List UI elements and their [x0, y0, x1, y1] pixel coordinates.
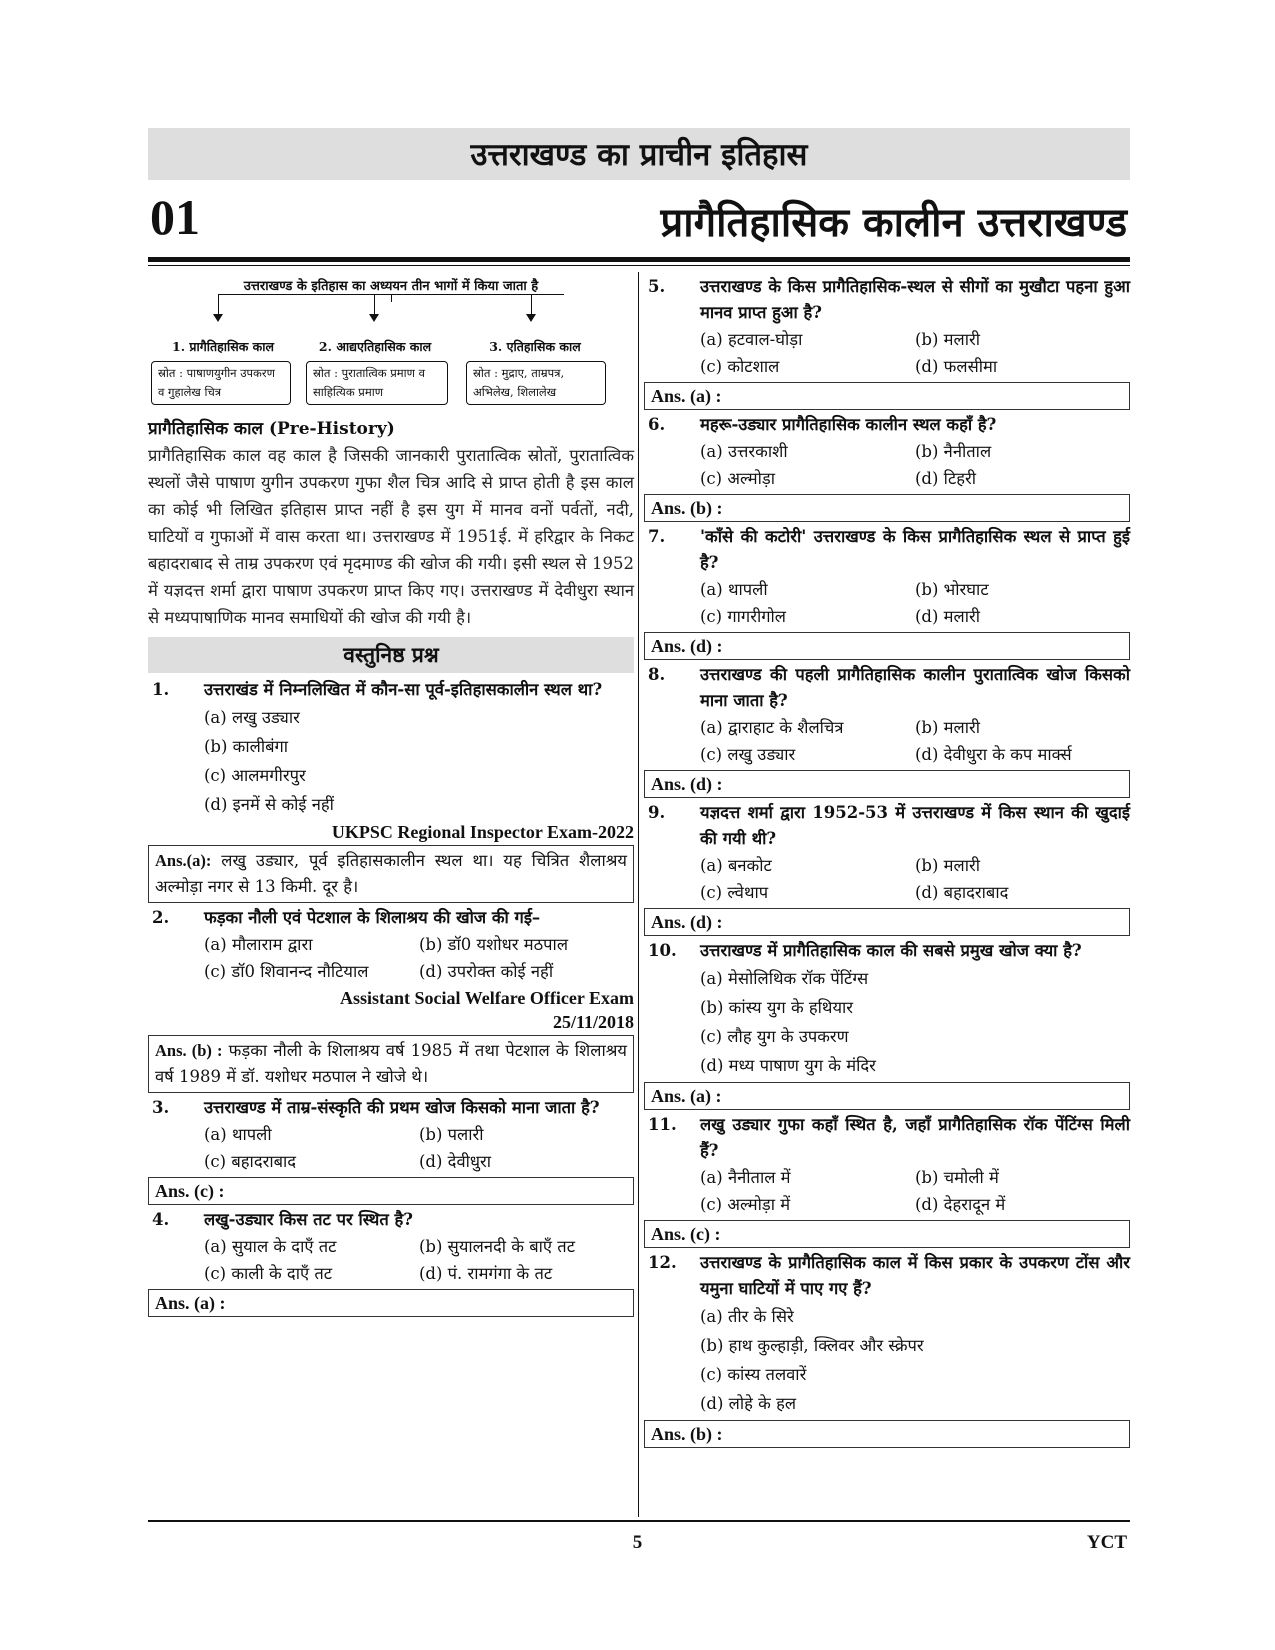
option: (b) पलारी [419, 1124, 484, 1144]
option: (c) कांस्य तलवारें [700, 1364, 807, 1384]
options [148, 931, 634, 985]
question-text: उत्तराखण्ड में प्रागैतिहासिक काल की सबसे प्रमुख खोज क्या है? [700, 941, 1082, 960]
option: (a) नैनीताल में [700, 1167, 791, 1187]
question [644, 1250, 1130, 1302]
question [644, 800, 1130, 852]
option: (b) मलारी [915, 717, 981, 737]
options [148, 1233, 634, 1287]
question [644, 662, 1130, 714]
question-text: उत्तराखण्ड के प्रागैतिहासिक काल में किस प्रकार के उपकरण टोंस और यमुना घाटियों में पाए गए हैं? [700, 1253, 1130, 1298]
history-diagram [148, 272, 634, 412]
question-text: उत्तराखंड में निम्नलिखित में कौन-सा पूर्व-इतिहासकालीन स्थल था? [204, 680, 603, 699]
question-number: 11. [648, 1115, 677, 1134]
question [148, 1207, 634, 1233]
question-number: 4. [152, 1210, 170, 1229]
option: (c) लौह युग के उपकरण [700, 1026, 849, 1046]
answer-box [148, 1035, 634, 1093]
exam-reference: Assistant Social Welfare Officer Exam [340, 988, 634, 1008]
answer-box: Ans. (a) : [644, 1082, 1130, 1110]
answer-box: Ans. (d) : [644, 770, 1130, 798]
option: (a) मेसोलिथिक रॉक पेंटिंग्स [700, 968, 869, 988]
answer-label: Ans. (b) : [155, 1041, 223, 1060]
options [644, 438, 1130, 492]
question-text: 'काँसे की कटोरी' उत्तराखण्ड के किस प्रागैतिहासिक स्थल से प्राप्त हुई है? [700, 527, 1130, 572]
option: (a) तीर के सिरे [700, 1306, 794, 1326]
question [644, 1112, 1130, 1164]
period-label: 1. प्रागैतिहासिक काल [172, 339, 274, 354]
option: (b) नैनीताल [915, 441, 992, 461]
question-text: उत्तराखण्ड में ताम्र-संस्कृति की प्रथम खोज किसको माना जाता है? [204, 1098, 600, 1117]
option: (d) देहरादून में [915, 1194, 1006, 1214]
exam-date: 25/11/2018 [552, 1012, 634, 1032]
option: (a) द्वाराहाट के शैलचित्र [700, 717, 844, 737]
option: (a) उत्तरकाशी [700, 441, 788, 461]
question-number: 6. [648, 415, 666, 434]
option: (d) बहादराबाद [915, 882, 1009, 902]
question [644, 412, 1130, 438]
option: (a) थापली [700, 579, 768, 599]
option: (b) मलारी [915, 855, 981, 875]
question-text: यज्ञदत्त शर्मा द्वारा 1952-53 में उत्तराखण्ड में किस स्थान की खुदाई की गयी थी? [700, 803, 1130, 848]
option: (d) पं. रामगंगा के तट [419, 1263, 553, 1283]
options [644, 326, 1130, 380]
answer-box: Ans. (c) : [644, 1220, 1130, 1248]
question [148, 677, 634, 703]
options [148, 1121, 634, 1175]
question [644, 524, 1130, 576]
answer-box [148, 845, 634, 903]
chapter-title: प्रागैतिहासिक कालीन उत्तराखण्ड [660, 199, 1127, 246]
option: (a) मौलाराम द्वारा [204, 934, 313, 954]
question-text: उत्तराखण्ड की पहली प्रागैतिहासिक कालीन पुरातात्विक खोज किसको माना जाता है? [700, 665, 1130, 710]
period-label: 2. आद्यएतिहासिक काल [318, 339, 432, 354]
options [644, 714, 1130, 768]
option: (c) अल्मोड़ा में [700, 1194, 791, 1214]
option: (d) देवीधुरा [419, 1151, 492, 1171]
answer-box: Ans. (b) : [644, 494, 1130, 522]
question [644, 938, 1130, 964]
option: (a) थापली [204, 1124, 272, 1144]
question-text: फड़का नौली एवं पेटशाल के शिलाश्रय की खोज की गई– [204, 908, 541, 927]
option: (a) बनकोट [700, 855, 772, 875]
option: (b) सुयालनदी के बाएँ तट [419, 1236, 576, 1256]
options [644, 576, 1130, 630]
option: (d) फलसीमा [915, 356, 998, 376]
question-text: लखु उड्यार गुफा कहाँ स्थित है, जहाँ प्रागैतिहासिक रॉक पेंटिंग्स मिली हैं? [700, 1115, 1130, 1160]
option: (a) लखु उड्यार [204, 707, 300, 727]
right-column [644, 272, 1130, 1450]
arrow-down-icon [369, 314, 379, 322]
arrow-down-icon [213, 314, 223, 322]
answer-box: Ans. (a) : [148, 1289, 634, 1317]
option: (d) देवीधुरा के कप मार्क्स [915, 744, 1072, 764]
period-label: 3. एतिहासिक काल [489, 339, 581, 354]
option: (d) उपरोक्त कोई नहीं [419, 961, 554, 981]
option: (b) मलारी [915, 329, 981, 349]
option: (d) लोहे के हल [700, 1393, 797, 1413]
option: (d) टिहरी [915, 468, 977, 488]
answer-explanation: लखु उड्यार, पूर्व इतिहासकालीन स्थल था। यह चित्रित शैलाश्रय अल्मोड़ा नगर से 13 किमी. दूर है। [155, 851, 627, 896]
left-column [148, 272, 634, 1319]
question-number: 7. [648, 527, 666, 546]
question-number: 12. [648, 1253, 677, 1272]
option: (c) गागरीगोल [700, 606, 786, 626]
option: (c) अल्मोड़ा [700, 468, 775, 488]
answer-box: Ans. (b) : [644, 1420, 1130, 1448]
question [148, 905, 634, 931]
option: (c) काली के दाएँ तट [204, 1263, 333, 1283]
question-text: लखु-उड्यार किस तट पर स्थित है? [204, 1210, 413, 1229]
question-number: 3. [152, 1098, 170, 1117]
question-text: महरू-उड्यार प्रागैतिहासिक कालीन स्थल कहाँ है? [700, 415, 997, 434]
option: (d) मध्य पाषाण युग के मंदिर [700, 1055, 876, 1075]
arrow-down-icon [526, 314, 536, 322]
header-rule [148, 257, 1130, 262]
page-number: 5 [632, 1532, 643, 1553]
option: (b) कांस्य युग के हथियार [700, 997, 854, 1017]
question-number: 5. [648, 277, 666, 296]
options [148, 703, 634, 819]
intro-heading: प्रागैतिहासिक काल (Pre-History) [148, 419, 395, 439]
question-number: 2. [152, 908, 170, 927]
period-source-box: स्रोत : मुद्राए, ताम्रपत्र, अभिलेख, शिलालेख [466, 361, 606, 405]
option: (c) ल्वेथाप [700, 882, 769, 902]
option: (b) कालीबंगा [204, 736, 289, 756]
question-text: उत्तराखण्ड के किस प्रागैतिहासिक-स्थल से सीगों का मुखौटा पहना हुआ मानव प्राप्त हुआ है? [700, 277, 1130, 322]
options [644, 964, 1130, 1080]
column-divider [638, 272, 639, 1517]
intro-paragraph: प्रागैतिहासिक काल वह काल है जिसकी जानकारी पुरातात्विक स्रोतों, पुरातात्विक स्थलों जैसे पाषाण युगीन उपकरण गुफा शैल चित्र आदि से प्राप्त होती है इस काल का कोई भी लिखित इतिहास प्राप्त नहीं है इस युग में मानव वनों पर्वतों, नदी, घाटियों व गुफाओं में वास करता था। उत्तराखण्ड में 1951ई. में हरिद्वार के निकट बहादराबाद से ताम्र उपकरण एवं मृदमाण्ड की खोज की गयी। इसी स्थल से 1952 में यज्ञदत्त शर्मा द्वारा पाषाण उपकरण प्राप्त किए गए। उत्तराखण्ड में देवीधुरा स्थान से मध्यपाषाणिक मानव समाधियों की खोज की गयी है। [148, 446, 634, 627]
option: (b) चमोली में [915, 1167, 999, 1187]
answer-box: Ans. (a) : [644, 382, 1130, 410]
option: (d) इनमें से कोई नहीं [204, 794, 334, 814]
options [644, 1164, 1130, 1218]
question-number: 10. [648, 941, 677, 960]
period-source-box: स्रोत : पाषाणयुगीन उपकरण व गुहालेख चित्र [151, 361, 291, 405]
option: (a) सुयाल के दाएँ तट [204, 1236, 337, 1256]
option: (c) कोटशाल [700, 356, 780, 376]
header-rule-thin [148, 265, 1130, 266]
question-number: 8. [648, 665, 666, 684]
chapter-number: 01 [150, 189, 200, 245]
question [148, 1095, 634, 1121]
answer-explanation: फड़का नौली के शिलाश्रय वर्ष 1985 में तथा पेटशाल के शिलाश्रय वर्ष 1989 में डॉ. यशोधर मठपाल ने खोजे थे। [155, 1041, 627, 1086]
exam-reference: UKPSC Regional Inspector Exam-2022 [331, 822, 634, 842]
footer-rule [148, 1520, 1130, 1522]
diagram-title: उत्तराखण्ड के इतिहास का अध्ययन तीन भागों में किया जाता है [243, 279, 539, 294]
question-number: 1. [152, 680, 170, 699]
options [644, 1302, 1130, 1418]
answer-box: Ans. (d) : [644, 632, 1130, 660]
option: (b) भोरघाट [915, 579, 989, 599]
option: (b) हाथ कुल्हाड़ी, क्लिवर और स्क्रेपर [700, 1335, 924, 1355]
option: (c) लखु उड्यार [700, 744, 796, 764]
section-banner: उत्तराखण्ड का प्राचीन इतिहास [148, 128, 1130, 180]
question-number: 9. [648, 803, 666, 822]
option: (b) डॉ0 यशोधर मठपाल [419, 934, 569, 954]
answer-box: Ans. (c) : [148, 1177, 634, 1205]
period-source-box: स्रोत : पुरातात्विक प्रमाण व साहित्यिक प्रमाण [306, 361, 448, 405]
options [644, 852, 1130, 906]
publisher-brand: YCT [1086, 1532, 1127, 1553]
option: (d) मलारी [915, 606, 981, 626]
option: (c) आलमगीरपुर [204, 765, 306, 785]
question [644, 274, 1130, 326]
option: (c) डॉ0 शिवानन्द नौटियाल [204, 961, 369, 981]
answer-box: Ans. (d) : [644, 908, 1130, 936]
answer-label: Ans.(a): [155, 851, 212, 870]
option: (a) हटवाल-घोड़ा [700, 329, 803, 349]
objective-questions-banner: वस्तुनिष्ठ प्रश्न [148, 637, 634, 673]
option: (c) बहादराबाद [204, 1151, 297, 1171]
